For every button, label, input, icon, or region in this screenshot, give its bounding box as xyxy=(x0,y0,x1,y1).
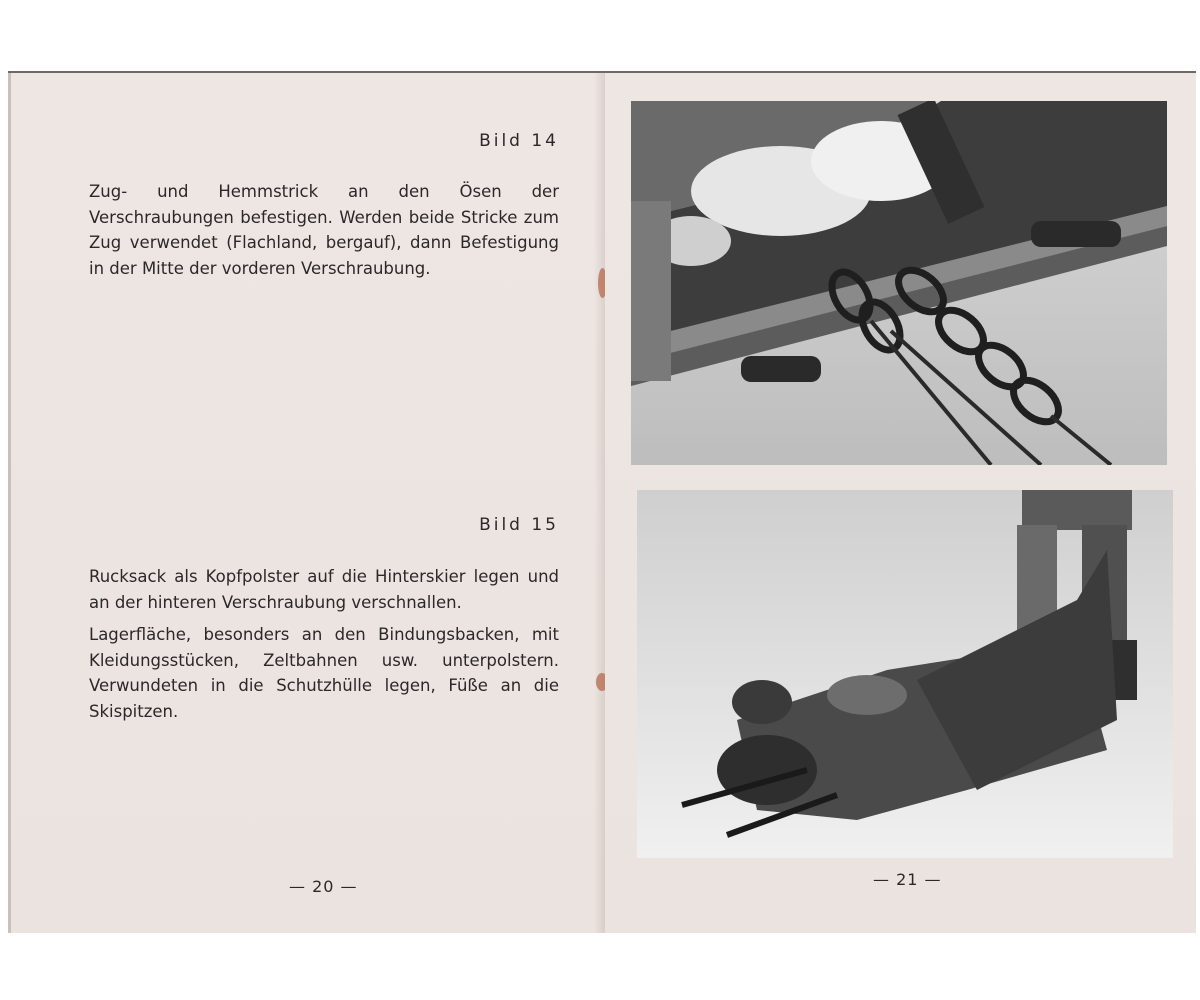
figure-15-caption-2: Lagerfläche, besonders an den Bindungsbacken, mit Kleidungsstücken, Zeltbahnen usw. unterpolstern. Verwundeten in die Schutzhülle legen, Füße an die Skispitzen. xyxy=(89,625,559,721)
right-page xyxy=(605,73,1196,933)
photo-sled-chains xyxy=(631,101,1167,465)
page-number-left: — 20 — xyxy=(289,877,358,896)
left-page xyxy=(8,73,605,933)
page-number-right: — 21 — xyxy=(873,870,942,889)
figure-14-label: Bild 14 xyxy=(479,131,559,151)
figure-15-label: Bild 15 xyxy=(479,515,559,535)
open-booklet xyxy=(8,71,1196,933)
photo-wounded-on-sled xyxy=(637,490,1173,858)
figure-14-caption: Zug- und Hemmstrick an den Ösen der Verschraubungen befestigen. Werden beide Stricke zum Zug verwendet (Flachland, bergauf), dann Befestigung in der Mitte der vorderen Verschraubung. xyxy=(89,182,559,278)
figure-15-caption-1: Rucksack als Kopfpolster auf die Hinterskier legen und an der hinteren Verschraubung verschnallen. xyxy=(89,567,559,612)
